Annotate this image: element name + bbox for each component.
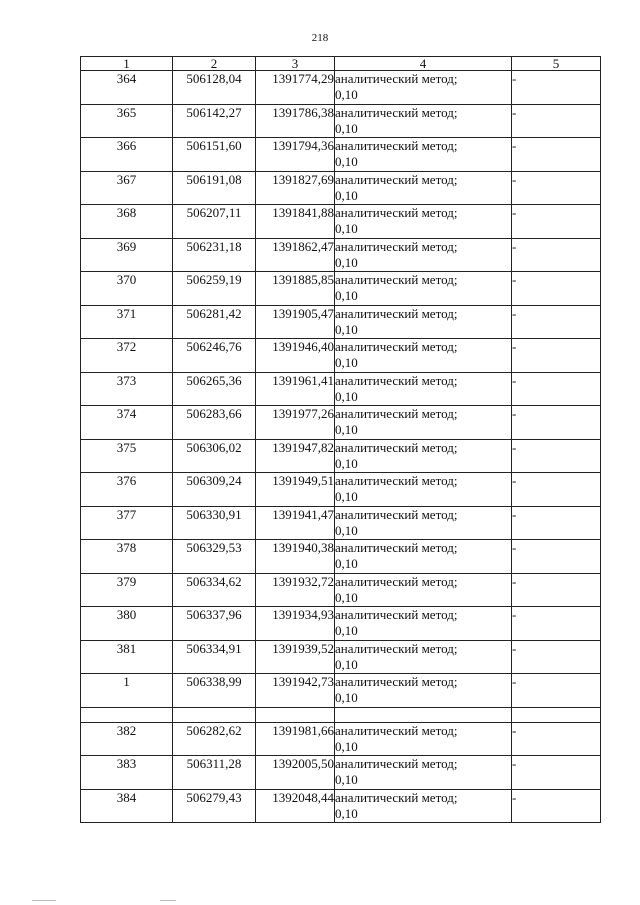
coordinate-y: 1391961,41 bbox=[256, 372, 335, 406]
method-cell bbox=[335, 305, 512, 339]
precision-value: 0,10 bbox=[335, 623, 358, 638]
precision-value: 0,10 bbox=[335, 87, 358, 102]
method-cell bbox=[335, 205, 512, 239]
scan-artifact bbox=[32, 900, 56, 901]
coordinate-y: 1391827,69 bbox=[256, 171, 335, 205]
method-cell bbox=[335, 756, 512, 790]
coordinate-y: 1391774,29 bbox=[256, 71, 335, 105]
method-text: аналитический метод; bbox=[335, 439, 458, 455]
header-col-1: 1 bbox=[81, 57, 173, 71]
coordinate-y: 1391885,85 bbox=[256, 272, 335, 306]
table-row bbox=[81, 722, 601, 756]
coordinate-x: 506283,66 bbox=[173, 406, 256, 440]
coordinate-y: 1391939,52 bbox=[256, 640, 335, 674]
coordinate-x: 506281,42 bbox=[173, 305, 256, 339]
precision-value: 0,10 bbox=[335, 489, 358, 504]
precision-value: 0,10 bbox=[335, 355, 358, 370]
table-row bbox=[81, 573, 601, 607]
header-col-4: 4 bbox=[335, 57, 512, 71]
method-cell bbox=[335, 506, 512, 540]
coordinate-x: 506207,11 bbox=[173, 205, 256, 239]
note-cell: - bbox=[512, 372, 601, 406]
method-text: аналитический метод; bbox=[335, 506, 458, 522]
point-number: 382 bbox=[81, 722, 173, 756]
note-cell: - bbox=[512, 607, 601, 641]
empty-cell bbox=[256, 707, 335, 722]
coordinate-x: 506151,60 bbox=[173, 138, 256, 172]
method-text: аналитический метод; bbox=[335, 339, 458, 354]
method-cell bbox=[335, 372, 512, 406]
method-text: аналитический метод; bbox=[335, 573, 458, 589]
method-text: аналитический метод; bbox=[335, 372, 458, 388]
note-cell: - bbox=[512, 272, 601, 306]
point-number: 364 bbox=[81, 71, 173, 105]
table-row bbox=[81, 238, 601, 272]
coordinate-x: 506191,08 bbox=[173, 171, 256, 205]
precision-value: 0,10 bbox=[335, 288, 358, 303]
method-cell bbox=[335, 406, 512, 440]
method-text: аналитический метод; bbox=[335, 640, 458, 656]
point-number: 380 bbox=[81, 607, 173, 641]
method-text: аналитический метод; bbox=[335, 238, 458, 254]
scan-artifact bbox=[160, 900, 176, 901]
coordinate-y: 1391977,26 bbox=[256, 406, 335, 440]
point-number: 384 bbox=[81, 789, 173, 823]
point-number: 367 bbox=[81, 171, 173, 205]
table-row bbox=[81, 71, 601, 105]
table-row bbox=[81, 756, 601, 790]
note-cell: - bbox=[512, 104, 601, 138]
table-row bbox=[81, 339, 601, 373]
table-row bbox=[81, 272, 601, 306]
precision-value: 0,10 bbox=[335, 154, 358, 169]
coordinate-x: 506337,96 bbox=[173, 607, 256, 641]
method-text: аналитический метод; bbox=[335, 789, 458, 805]
precision-value: 0,10 bbox=[335, 321, 358, 337]
precision-value: 0,10 bbox=[335, 388, 358, 404]
method-cell bbox=[335, 171, 512, 205]
point-number: 368 bbox=[81, 205, 173, 239]
point-number: 370 bbox=[81, 272, 173, 306]
point-number: 383 bbox=[81, 756, 173, 790]
coordinate-x: 506279,43 bbox=[173, 789, 256, 823]
coordinate-y: 1391946,40 bbox=[256, 339, 335, 373]
coordinate-x: 506246,76 bbox=[173, 339, 256, 373]
note-cell: - bbox=[512, 406, 601, 440]
method-text: аналитический метод; bbox=[335, 272, 458, 287]
precision-value: 0,10 bbox=[335, 422, 358, 437]
coordinate-y: 1391941,47 bbox=[256, 506, 335, 540]
note-cell: - bbox=[512, 540, 601, 574]
table-row bbox=[81, 171, 601, 205]
precision-value: 0,10 bbox=[335, 254, 358, 270]
point-number: 376 bbox=[81, 473, 173, 507]
method-text: аналитический метод; bbox=[335, 607, 458, 622]
header-col-3: 3 bbox=[256, 57, 335, 71]
note-cell: - bbox=[512, 640, 601, 674]
precision-value: 0,10 bbox=[335, 589, 358, 605]
table-row bbox=[81, 406, 601, 440]
note-cell: - bbox=[512, 339, 601, 373]
method-cell bbox=[335, 439, 512, 473]
table-row bbox=[81, 789, 601, 823]
method-cell bbox=[335, 640, 512, 674]
empty-cell bbox=[512, 707, 601, 722]
coordinate-x: 506306,02 bbox=[173, 439, 256, 473]
coordinate-x: 506334,62 bbox=[173, 573, 256, 607]
coordinate-x: 506309,24 bbox=[173, 473, 256, 507]
coordinate-y: 1391905,47 bbox=[256, 305, 335, 339]
note-cell: - bbox=[512, 674, 601, 708]
table-row bbox=[81, 640, 601, 674]
page-number: 218 bbox=[311, 32, 329, 44]
precision-value: 0,10 bbox=[335, 690, 358, 705]
note-cell: - bbox=[512, 71, 601, 105]
method-cell bbox=[335, 272, 512, 306]
coordinate-y: 1391942,73 bbox=[256, 674, 335, 708]
coordinate-y: 1391786,38 bbox=[256, 104, 335, 138]
coordinate-x: 506338,99 bbox=[173, 674, 256, 708]
coordinate-x: 506259,19 bbox=[173, 272, 256, 306]
precision-value: 0,10 bbox=[335, 556, 358, 571]
point-number: 377 bbox=[81, 506, 173, 540]
method-cell bbox=[335, 339, 512, 373]
method-cell bbox=[335, 104, 512, 138]
point-number: 369 bbox=[81, 238, 173, 272]
table-row bbox=[81, 138, 601, 172]
note-cell: - bbox=[512, 756, 601, 790]
method-cell bbox=[335, 573, 512, 607]
table-row bbox=[81, 104, 601, 138]
coordinate-x: 506231,18 bbox=[173, 238, 256, 272]
point-number: 365 bbox=[81, 104, 173, 138]
method-cell bbox=[335, 674, 512, 708]
point-number: 371 bbox=[81, 305, 173, 339]
method-cell bbox=[335, 607, 512, 641]
note-cell: - bbox=[512, 138, 601, 172]
table-row bbox=[81, 305, 601, 339]
point-number: 378 bbox=[81, 540, 173, 574]
coordinate-y: 1391934,93 bbox=[256, 607, 335, 641]
method-cell bbox=[335, 238, 512, 272]
table-row bbox=[81, 473, 601, 507]
header-col-5: 5 bbox=[512, 57, 601, 71]
coordinate-x: 506128,04 bbox=[173, 71, 256, 105]
coordinate-x: 506142,27 bbox=[173, 104, 256, 138]
blank-row bbox=[81, 707, 601, 722]
coordinate-y: 1391940,38 bbox=[256, 540, 335, 574]
coordinate-x: 506334,91 bbox=[173, 640, 256, 674]
note-cell: - bbox=[512, 789, 601, 823]
coordinate-y: 1391932,72 bbox=[256, 573, 335, 607]
method-cell bbox=[335, 71, 512, 105]
method-text: аналитический метод; bbox=[335, 406, 458, 421]
coordinate-y: 1392048,44 bbox=[256, 789, 335, 823]
coordinate-y: 1391981,66 bbox=[256, 722, 335, 756]
coordinate-x: 506265,36 bbox=[173, 372, 256, 406]
precision-value: 0,10 bbox=[335, 120, 358, 136]
coordinate-x: 506282,62 bbox=[173, 722, 256, 756]
precision-value: 0,10 bbox=[335, 187, 358, 203]
note-cell: - bbox=[512, 205, 601, 239]
table-row bbox=[81, 607, 601, 641]
precision-value: 0,10 bbox=[335, 656, 358, 672]
precision-value: 0,10 bbox=[335, 805, 358, 821]
method-cell bbox=[335, 138, 512, 172]
point-number: 373 bbox=[81, 372, 173, 406]
coordinate-x: 506311,28 bbox=[173, 756, 256, 790]
coordinate-y: 1392005,50 bbox=[256, 756, 335, 790]
empty-cell bbox=[81, 707, 173, 722]
note-cell: - bbox=[512, 506, 601, 540]
note-cell: - bbox=[512, 722, 601, 756]
note-cell: - bbox=[512, 305, 601, 339]
method-text: аналитический метод; bbox=[335, 171, 458, 187]
point-number: 375 bbox=[81, 439, 173, 473]
table-row bbox=[81, 540, 601, 574]
point-number: 366 bbox=[81, 138, 173, 172]
empty-cell bbox=[173, 707, 256, 722]
method-text: аналитический метод; bbox=[335, 104, 458, 120]
method-cell bbox=[335, 540, 512, 574]
table-row bbox=[81, 506, 601, 540]
method-cell bbox=[335, 722, 512, 756]
coordinates-table bbox=[80, 56, 601, 823]
note-cell: - bbox=[512, 171, 601, 205]
precision-value: 0,10 bbox=[335, 455, 358, 471]
coordinate-x: 506330,91 bbox=[173, 506, 256, 540]
method-text: аналитический метод; bbox=[335, 305, 458, 321]
point-number: 372 bbox=[81, 339, 173, 373]
point-number: 374 bbox=[81, 406, 173, 440]
method-text: аналитический метод; bbox=[335, 722, 458, 738]
point-number: 1 bbox=[81, 674, 173, 708]
note-cell: - bbox=[512, 473, 601, 507]
note-cell: - bbox=[512, 573, 601, 607]
coordinate-y: 1391862,47 bbox=[256, 238, 335, 272]
table-body bbox=[81, 71, 601, 823]
precision-value: 0,10 bbox=[335, 522, 358, 538]
header-col-2: 2 bbox=[173, 57, 256, 71]
method-text: аналитический метод; bbox=[335, 674, 458, 689]
precision-value: 0,10 bbox=[335, 738, 358, 754]
coordinate-x: 506329,53 bbox=[173, 540, 256, 574]
empty-cell bbox=[335, 707, 512, 722]
method-text: аналитический метод; bbox=[335, 71, 458, 86]
header-row bbox=[81, 57, 601, 71]
table-row bbox=[81, 439, 601, 473]
coordinate-y: 1391794,36 bbox=[256, 138, 335, 172]
method-text: аналитический метод; bbox=[335, 138, 458, 153]
method-cell bbox=[335, 473, 512, 507]
method-text: аналитический метод; bbox=[335, 473, 458, 488]
precision-value: 0,10 bbox=[335, 221, 358, 236]
note-cell: - bbox=[512, 238, 601, 272]
table-row bbox=[81, 372, 601, 406]
table-row bbox=[81, 674, 601, 708]
method-cell bbox=[335, 789, 512, 823]
coordinate-y: 1391947,82 bbox=[256, 439, 335, 473]
coordinate-y: 1391949,51 bbox=[256, 473, 335, 507]
table-row bbox=[81, 205, 601, 239]
point-number: 381 bbox=[81, 640, 173, 674]
precision-value: 0,10 bbox=[335, 772, 358, 787]
point-number: 379 bbox=[81, 573, 173, 607]
note-cell: - bbox=[512, 439, 601, 473]
method-text: аналитический метод; bbox=[335, 540, 458, 555]
method-text: аналитический метод; bbox=[335, 205, 458, 220]
coordinate-y: 1391841,88 bbox=[256, 205, 335, 239]
method-text: аналитический метод; bbox=[335, 756, 458, 771]
